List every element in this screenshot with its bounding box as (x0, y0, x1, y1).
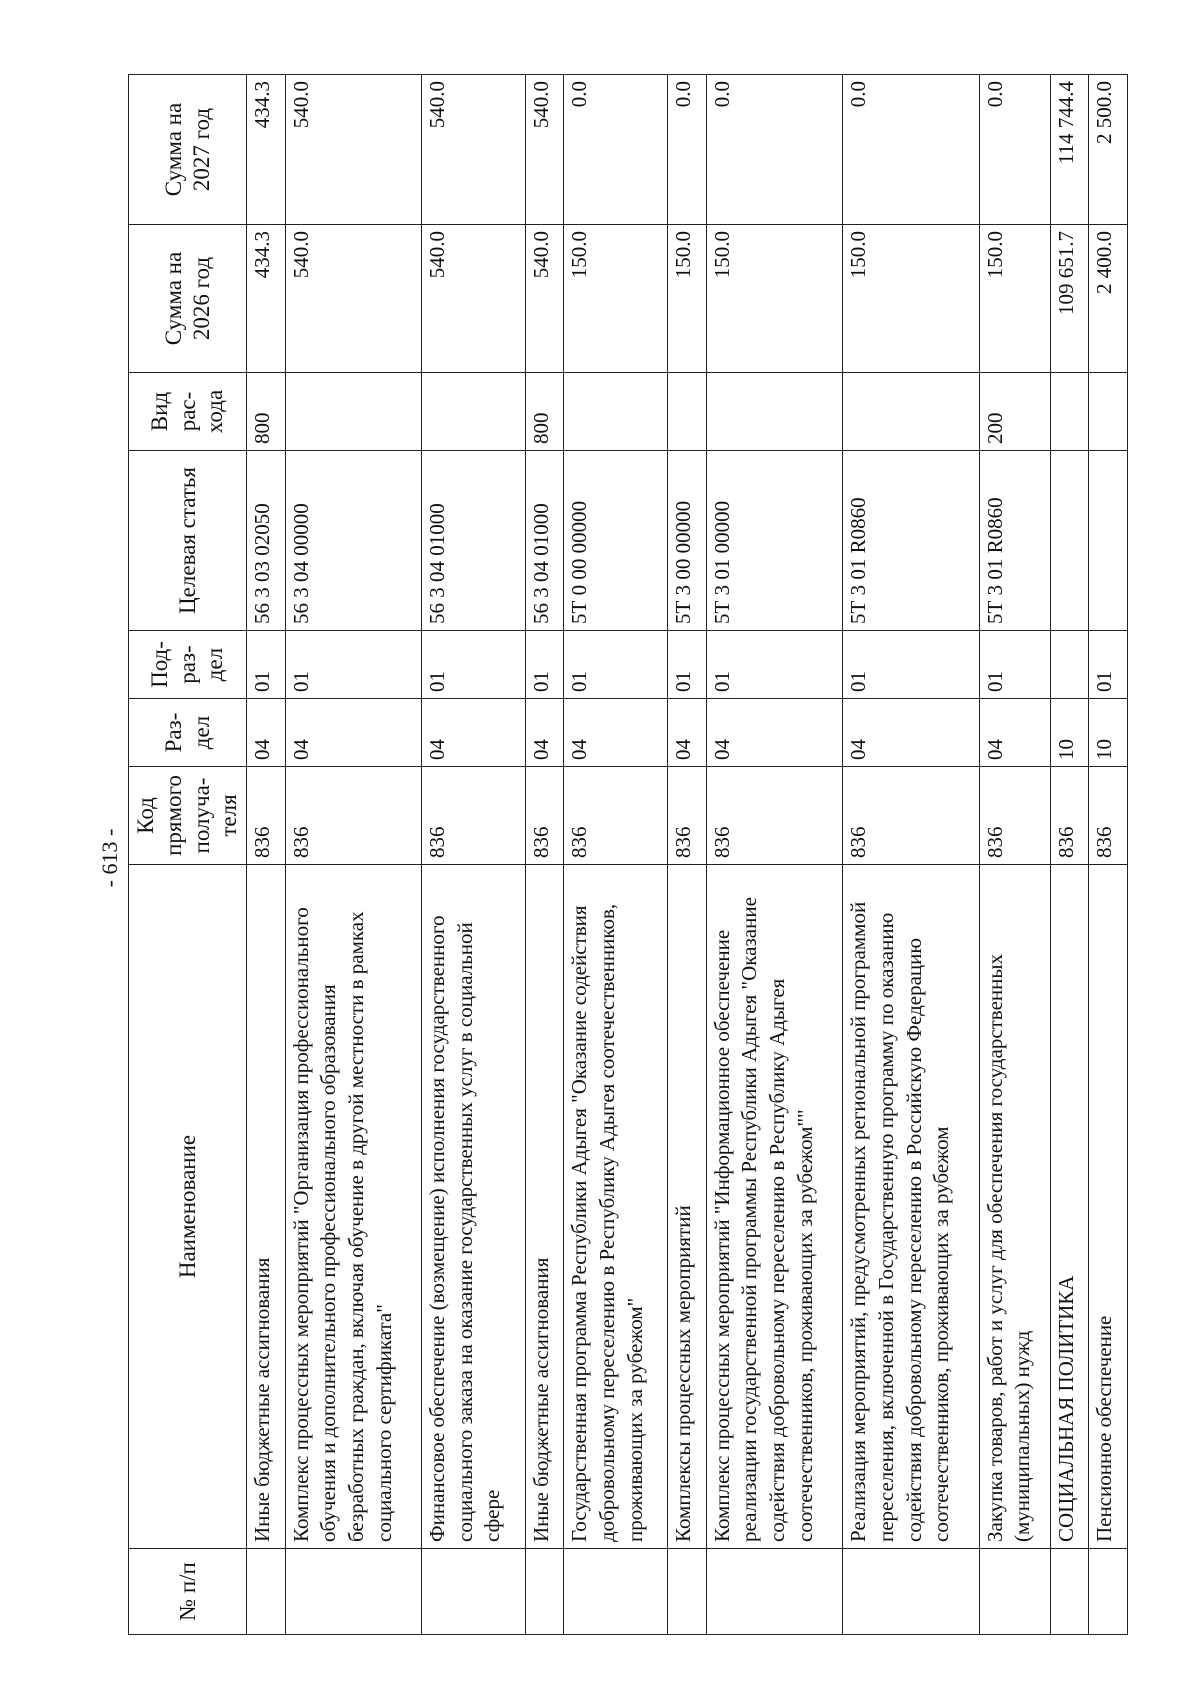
row-target: 5Т 0 00 00000 (564, 451, 668, 631)
row-subsection: 01 (706, 631, 842, 699)
row-subsection: 01 (843, 631, 979, 699)
row-sum-2027: 2 500.0 (1089, 75, 1128, 225)
row-name: Закупка товаров, работ и услуг для обеспечения государственных (муниципальных) нужд (979, 865, 1050, 1549)
row-sum-2026: 540.0 (525, 225, 564, 373)
row-name: Государственная программа Республики Адыгея "Оказание содействия добровольному переселению в Республику Адыгея соотечественников, проживающих за рубежом" (564, 865, 668, 1549)
row-section: 10 (1050, 699, 1089, 767)
row-recipient: 836 (564, 767, 668, 865)
row-sum-2027: 540.0 (422, 75, 526, 225)
header-sum-2026: Сумма на 2026 год (129, 225, 247, 373)
row-target (1089, 451, 1128, 631)
budget-table (128, 74, 1128, 1635)
row-sum-2027: 540.0 (525, 75, 564, 225)
row-recipient: 836 (979, 767, 1050, 865)
table-row (564, 75, 668, 1635)
row-type (843, 373, 979, 451)
row-type: 200 (979, 373, 1050, 451)
row-sum-2026: 540.0 (285, 225, 421, 373)
header-sum-2027: Сумма на 2027 год (129, 75, 247, 225)
row-sum-2026: 540.0 (422, 225, 526, 373)
row-sum-2027: 540.0 (285, 75, 421, 225)
row-no (285, 1549, 421, 1635)
row-name: СОЦИАЛЬНАЯ ПОЛИТИКА (1050, 865, 1089, 1549)
row-target: 5Т 3 00 00000 (668, 451, 707, 631)
rotated-table-container (128, 75, 1128, 1635)
row-recipient: 836 (247, 767, 286, 865)
row-target: 5Т 3 01 R0860 (843, 451, 979, 631)
header-expense-type: Вид рас-хода (129, 373, 247, 451)
page-number: - 613 - (97, 828, 122, 888)
row-sum-2027: 0.0 (668, 75, 707, 225)
row-sum-2026: 150.0 (564, 225, 668, 373)
table-row (843, 75, 979, 1635)
row-section: 04 (979, 699, 1050, 767)
row-name: Финансовое обеспечение (возмещение) исполнения государственного социального заказа на оказание государственных услуг в социальной сфере (422, 865, 526, 1549)
row-no (979, 1549, 1050, 1635)
header-target-article: Целевая статья (129, 451, 247, 631)
table-header-row (129, 75, 247, 1635)
row-subsection: 01 (247, 631, 286, 699)
table-row (1089, 75, 1128, 1635)
row-recipient: 836 (1089, 767, 1128, 865)
header-recipient-code: Код прямого получа-теля (129, 767, 247, 865)
row-no (564, 1549, 668, 1635)
row-section: 04 (843, 699, 979, 767)
row-sum-2027: 0.0 (564, 75, 668, 225)
table-row (525, 75, 564, 1635)
row-type: 800 (247, 373, 286, 451)
row-subsection: 01 (979, 631, 1050, 699)
row-type (1089, 373, 1128, 451)
row-recipient: 836 (668, 767, 707, 865)
header-name: Наименование (129, 865, 247, 1549)
row-sum-2026: 150.0 (979, 225, 1050, 373)
header-section: Раз-дел (129, 699, 247, 767)
row-recipient: 836 (525, 767, 564, 865)
row-subsection: 01 (668, 631, 707, 699)
row-sum-2027: 0.0 (843, 75, 979, 225)
row-section: 04 (285, 699, 421, 767)
row-name: Реализация мероприятий, предусмотренных региональной программой переселения, включенной в Государственную программу по оказанию содействия добровольному переселению в Российскую Федерацию соотечественников, проживающих за рубежом (843, 865, 979, 1549)
row-subsection: 01 (525, 631, 564, 699)
row-section: 04 (525, 699, 564, 767)
row-sum-2026: 150.0 (843, 225, 979, 373)
row-no (668, 1549, 707, 1635)
row-recipient: 836 (285, 767, 421, 865)
row-sum-2026: 2 400.0 (1089, 225, 1128, 373)
row-no (706, 1549, 842, 1635)
row-section: 04 (706, 699, 842, 767)
row-subsection (1050, 631, 1089, 699)
row-target: 56 3 03 02050 (247, 451, 286, 631)
row-name: Комплекс процессных мероприятий "Организация профессионального обучения и дополнительного профессионального образования безработных граждан, включая обучение в другой местности в рамках социального сертификата" (285, 865, 421, 1549)
row-target (1050, 451, 1089, 631)
row-subsection: 01 (1089, 631, 1128, 699)
row-subsection: 01 (285, 631, 421, 699)
row-target: 5Т 3 01 R0860 (979, 451, 1050, 631)
row-section: 04 (668, 699, 707, 767)
row-type (564, 373, 668, 451)
table-row (247, 75, 286, 1635)
row-name: Комплексы процессных мероприятий (668, 865, 707, 1549)
row-no (1089, 1549, 1128, 1635)
row-sum-2026: 109 651.7 (1050, 225, 1089, 373)
row-sum-2026: 434.3 (247, 225, 286, 373)
row-section: 04 (422, 699, 526, 767)
row-recipient: 836 (1050, 767, 1089, 865)
table-row (979, 75, 1050, 1635)
row-no (843, 1549, 979, 1635)
table-row (706, 75, 842, 1635)
row-target: 5Т 3 01 00000 (706, 451, 842, 631)
row-target: 56 3 04 00000 (285, 451, 421, 631)
row-sum-2027: 434.3 (247, 75, 286, 225)
row-type: 800 (525, 373, 564, 451)
row-section: 04 (247, 699, 286, 767)
table-row (1050, 75, 1089, 1635)
row-no (1050, 1549, 1089, 1635)
row-sum-2026: 150.0 (668, 225, 707, 373)
row-recipient: 836 (843, 767, 979, 865)
row-type (706, 373, 842, 451)
row-sum-2027: 0.0 (979, 75, 1050, 225)
table-row (422, 75, 526, 1635)
row-recipient: 836 (706, 767, 842, 865)
table-row (668, 75, 707, 1635)
row-sum-2026: 150.0 (706, 225, 842, 373)
row-type (1050, 373, 1089, 451)
row-recipient: 836 (422, 767, 526, 865)
header-no: № п/п (129, 1549, 247, 1635)
row-name: Комплекс процессных мероприятий "Информационное обеспечение реализации государственной программы Республики Адыгея "Оказание содействия добровольному переселению в Республику Адыгея соотечественников, проживающих за рубежом"" (706, 865, 842, 1549)
row-section: 04 (564, 699, 668, 767)
header-subsection: Под-раз-дел (129, 631, 247, 699)
row-name: Иные бюджетные ассигнования (525, 865, 564, 1549)
row-no (525, 1549, 564, 1635)
row-sum-2027: 114 744.4 (1050, 75, 1089, 225)
row-type (285, 373, 421, 451)
row-target: 56 3 04 01000 (422, 451, 526, 631)
row-name: Иные бюджетные ассигнования (247, 865, 286, 1549)
row-sum-2027: 0.0 (706, 75, 842, 225)
row-section: 10 (1089, 699, 1128, 767)
row-subsection: 01 (564, 631, 668, 699)
row-subsection: 01 (422, 631, 526, 699)
row-type (668, 373, 707, 451)
row-no (422, 1549, 526, 1635)
table-row (285, 75, 421, 1635)
row-name: Пенсионное обеспечение (1089, 865, 1128, 1549)
row-no (247, 1549, 286, 1635)
row-type (422, 373, 526, 451)
row-target: 56 3 04 01000 (525, 451, 564, 631)
